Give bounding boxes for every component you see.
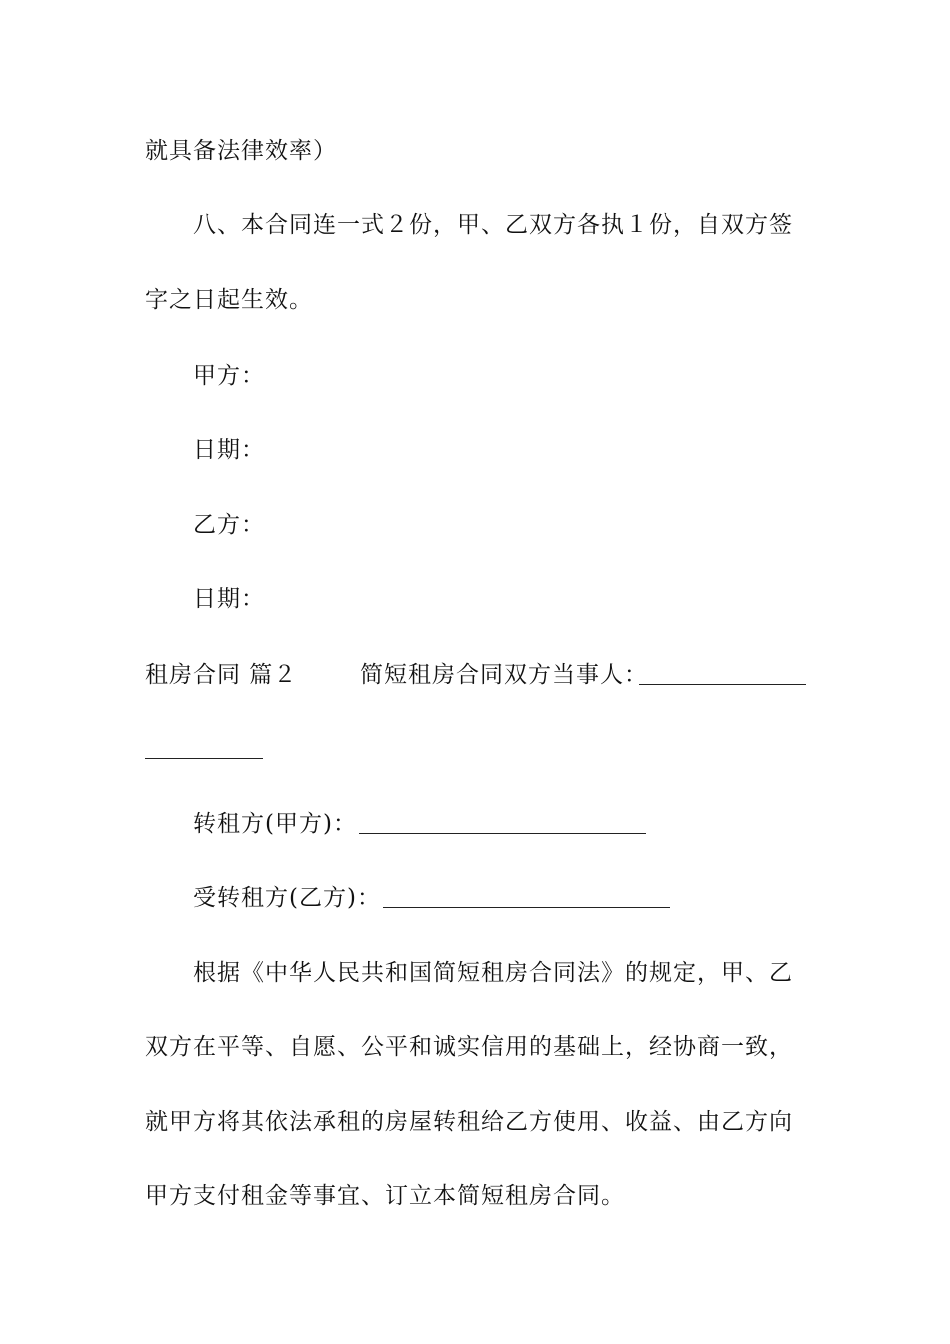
paragraph-line: 甲方支付租金等事宜、订立本简短租房合同。 [145,1183,625,1209]
parties-blank-line [639,684,806,685]
parties-blank-line-continued [145,758,263,759]
sublessee-label: 受转租方(乙方)： [193,885,381,911]
date-label: 日期： [193,586,265,612]
clause-eight-line: 八、本合同连一式２份，甲、乙双方各执１份，自双方签 [193,212,793,238]
paragraph-line: 根据《中华人民共和国简短租房合同法》的规定，甲、乙 [193,960,793,986]
sublessee-blank [383,907,670,908]
parties-label: 简短租房合同双方当事人： [359,662,648,688]
section-heading: 租房合同 篇２ [145,662,298,688]
section-heading-line [145,660,648,690]
text-line: 字之日起生效。 [145,287,313,313]
party-a-label: 甲方： [193,363,265,389]
sublessor-label: 转租方(甲方)： [193,811,357,837]
date-label: 日期： [193,437,265,463]
text-line: 就具备法律效率） [145,138,337,164]
paragraph-line: 就甲方将其依法承租的房屋转租给乙方使用、收益、由乙方向 [145,1109,793,1135]
sublessor-blank [359,833,646,834]
party-b-label: 乙方： [193,512,265,538]
paragraph-line: 双方在平等、自愿、公平和诚实信用的基础上，经协商一致， [145,1034,793,1060]
